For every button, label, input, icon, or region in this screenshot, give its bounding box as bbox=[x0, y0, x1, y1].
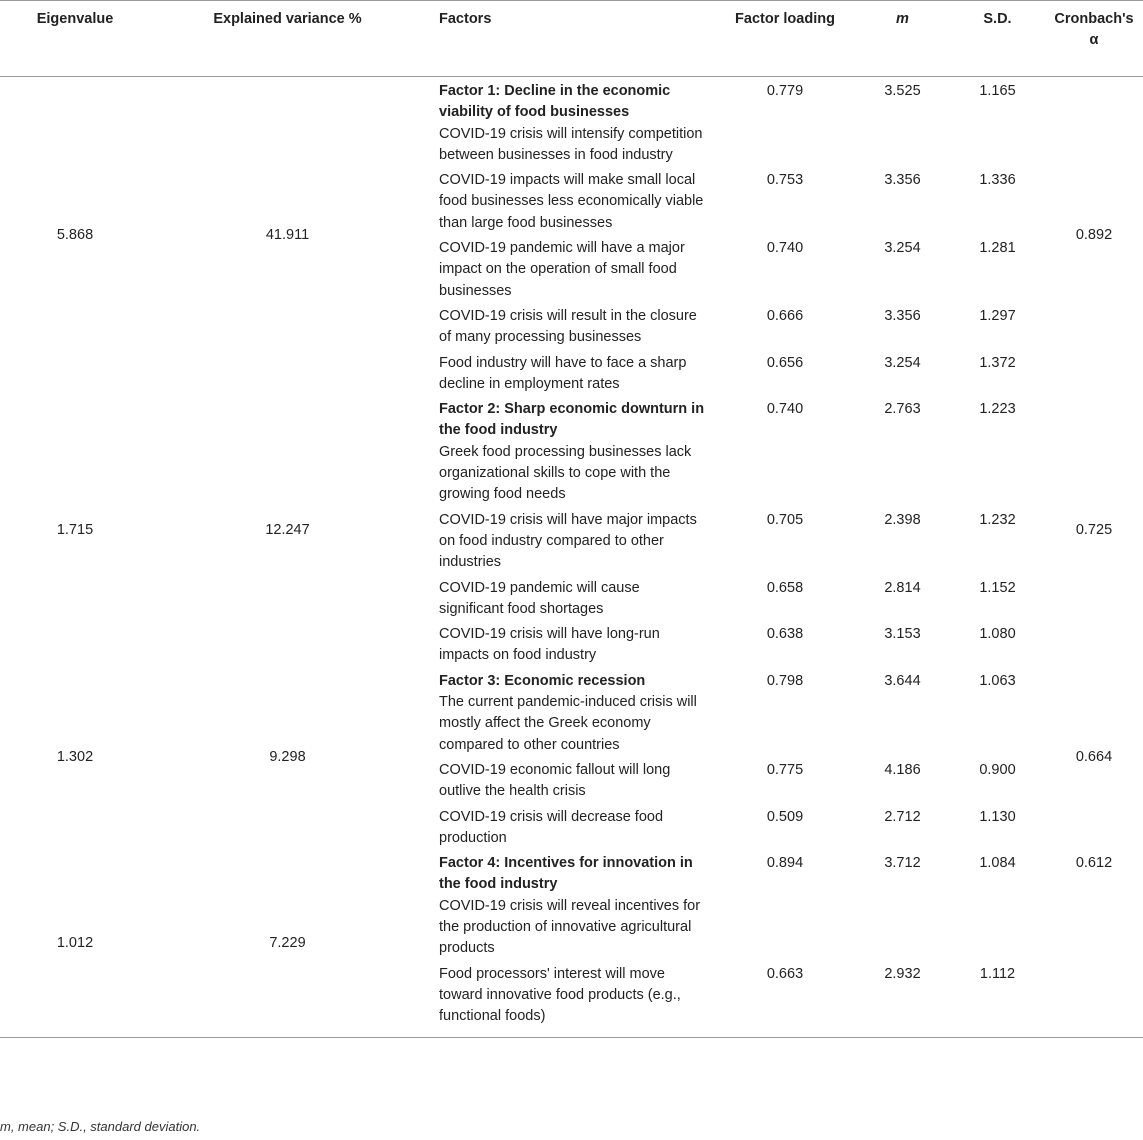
table-row bbox=[0, 849, 1143, 959]
mean-cell: 3.356 bbox=[884, 307, 921, 324]
table-row bbox=[0, 667, 1143, 756]
factor-item-text: COVID-19 economic fallout will long outlive the health crisis bbox=[439, 761, 671, 800]
header-row bbox=[0, 1, 1143, 77]
factor-item-text: COVID-19 crisis will decrease food production bbox=[439, 808, 664, 846]
sd-cell: 1.223 bbox=[979, 401, 1016, 418]
factor-item-text: COVID-19 crisis will reveal incentives for the production of innovative agricultural products bbox=[439, 897, 701, 957]
factor-loading-cell: 0.740 bbox=[766, 401, 804, 418]
mean-cell: 4.186 bbox=[884, 761, 921, 778]
mean-cell: 3.644 bbox=[884, 672, 921, 689]
factor-item-text: COVID-19 pandemic will cause significant food shortages bbox=[439, 579, 640, 617]
factor-loading-cell: 0.638 bbox=[766, 626, 804, 643]
header-eigenvalue: Eigenvalue bbox=[0, 1, 150, 77]
factor-item-cell bbox=[425, 234, 715, 302]
factor-loading-cell: 0.740 bbox=[766, 240, 804, 257]
sd-cell: 1.152 bbox=[979, 579, 1016, 596]
factor-loading-cell: 0.658 bbox=[766, 579, 804, 596]
sd-cell: 1.112 bbox=[979, 965, 1016, 982]
mean-cell: 3.153 bbox=[884, 626, 921, 643]
cronbach-alpha-cell: 0.612 bbox=[1075, 855, 1113, 872]
factor-item-cell bbox=[425, 77, 715, 167]
factor-loading-cell: 0.779 bbox=[766, 83, 804, 99]
factor-loading-cell: 0.656 bbox=[766, 354, 804, 371]
factor-loading-cell: 0.509 bbox=[766, 808, 804, 825]
factor-item-cell bbox=[425, 302, 715, 349]
factor-title: Factor 3: Economic recession bbox=[439, 672, 646, 689]
factor-item-text: Greek food processing businesses lack organizational skills to cope with the growing food needs bbox=[439, 443, 692, 503]
table-row bbox=[0, 77, 1143, 167]
factor-item-cell bbox=[425, 849, 715, 959]
mean-cell: 3.525 bbox=[884, 83, 921, 99]
sd-cell: 1.232 bbox=[979, 511, 1016, 528]
sd-cell: 1.372 bbox=[979, 354, 1016, 371]
factor-loading-cell: 0.753 bbox=[766, 172, 804, 189]
header-factors: Factors bbox=[425, 1, 715, 77]
mean-cell: 2.398 bbox=[884, 511, 921, 528]
factor-item-cell bbox=[425, 574, 715, 621]
header-cronbach-alpha: Cronbach's α bbox=[1045, 1, 1143, 77]
mean-cell: 3.254 bbox=[884, 240, 921, 257]
sd-cell: 0.900 bbox=[979, 761, 1016, 778]
factor-item-cell bbox=[425, 803, 715, 850]
factor-title: Factor 1: Decline in the economic viability of food businesses bbox=[439, 83, 671, 121]
factor-item-text: COVID-19 crisis will intensify competition between businesses in food industry bbox=[439, 125, 703, 163]
factor-item-text: Food industry will have to face a sharp decline in employment rates bbox=[439, 354, 687, 392]
sd-cell: 1.336 bbox=[979, 172, 1016, 189]
factor-item-text: COVID-19 pandemic will have a major impact on the operation of small food businesses bbox=[439, 240, 685, 299]
explained-variance-cell: 41.911 bbox=[265, 227, 310, 244]
sd-cell: 1.297 bbox=[979, 307, 1016, 324]
header-factor-loading: Factor loading bbox=[715, 1, 855, 77]
factor-loading-cell: 0.894 bbox=[766, 855, 804, 872]
factor-loading-cell: 0.705 bbox=[766, 511, 804, 528]
eigenvalue-cell: 1.012 bbox=[56, 934, 94, 951]
factor-item-text: COVID-19 crisis will have major impacts on food industry compared to other industries bbox=[439, 511, 697, 571]
factor-title: Factor 2: Sharp economic downturn in the food industry bbox=[439, 401, 705, 439]
factor-item-cell bbox=[425, 166, 715, 234]
sd-cell: 1.165 bbox=[979, 83, 1016, 99]
mean-cell: 3.712 bbox=[884, 855, 921, 872]
factor-item-cell bbox=[425, 349, 715, 396]
header-sd: S.D. bbox=[950, 1, 1045, 77]
explained-variance-cell: 9.298 bbox=[269, 749, 306, 766]
cronbach-alpha-cell: 0.725 bbox=[1075, 522, 1113, 539]
mean-cell: 3.254 bbox=[884, 354, 921, 371]
factor-item-cell bbox=[425, 395, 715, 505]
factor-loading-cell: 0.666 bbox=[766, 307, 804, 324]
factor-item-cell bbox=[425, 756, 715, 803]
factor-item-cell bbox=[425, 960, 715, 1038]
factor-item-text: Food processors' interest will move toward innovative food products (e.g., functional foods) bbox=[439, 965, 681, 1025]
cronbach-alpha-cell: 0.892 bbox=[1075, 227, 1113, 244]
factor-item-cell bbox=[425, 620, 715, 667]
explained-variance-cell: 7.229 bbox=[269, 934, 306, 951]
explained-variance-cell: 12.247 bbox=[265, 522, 310, 539]
cronbach-alpha-cell: 0.664 bbox=[1075, 749, 1113, 766]
sd-cell: 1.084 bbox=[979, 855, 1016, 872]
eigenvalue-cell: 1.715 bbox=[56, 522, 94, 539]
table-footnote: m, mean; S.D., standard deviation. bbox=[0, 1119, 201, 1134]
mean-cell: 2.814 bbox=[884, 579, 921, 596]
factor-title: Factor 4: Incentives for innovation in the food industry bbox=[439, 855, 693, 893]
sd-cell: 1.080 bbox=[979, 626, 1016, 643]
factor-item-cell bbox=[425, 506, 715, 574]
mean-cell: 2.932 bbox=[884, 965, 921, 982]
factor-item-text: COVID-19 crisis will have long-run impacts on food industry bbox=[439, 626, 660, 664]
mean-cell: 2.763 bbox=[884, 401, 921, 418]
factor-item-text: COVID-19 crisis will result in the closure of many processing businesses bbox=[439, 307, 697, 346]
mean-cell: 3.356 bbox=[884, 172, 921, 189]
eigenvalue-cell: 5.868 bbox=[56, 227, 94, 244]
sd-cell: 1.063 bbox=[979, 672, 1016, 689]
eigenvalue-cell: 1.302 bbox=[56, 749, 94, 766]
mean-cell: 2.712 bbox=[884, 808, 921, 825]
factor-item-cell bbox=[425, 667, 715, 756]
factor-loading-cell: 0.775 bbox=[766, 761, 804, 778]
factor-item-text: COVID-19 impacts will make small local food businesses less economically viable than large food businesses bbox=[439, 172, 704, 231]
sd-cell: 1.281 bbox=[979, 240, 1016, 257]
header-explained-variance: Explained variance % bbox=[150, 1, 425, 77]
factor-loading-cell: 0.798 bbox=[766, 672, 804, 689]
factor-loading-cell: 0.663 bbox=[766, 965, 804, 982]
factor-item-text: The current pandemic-induced crisis will mostly affect the Greek economy compared to other countries bbox=[439, 694, 697, 753]
table-row bbox=[0, 395, 1143, 505]
header-mean: m bbox=[855, 1, 950, 77]
sd-cell: 1.130 bbox=[979, 808, 1016, 825]
